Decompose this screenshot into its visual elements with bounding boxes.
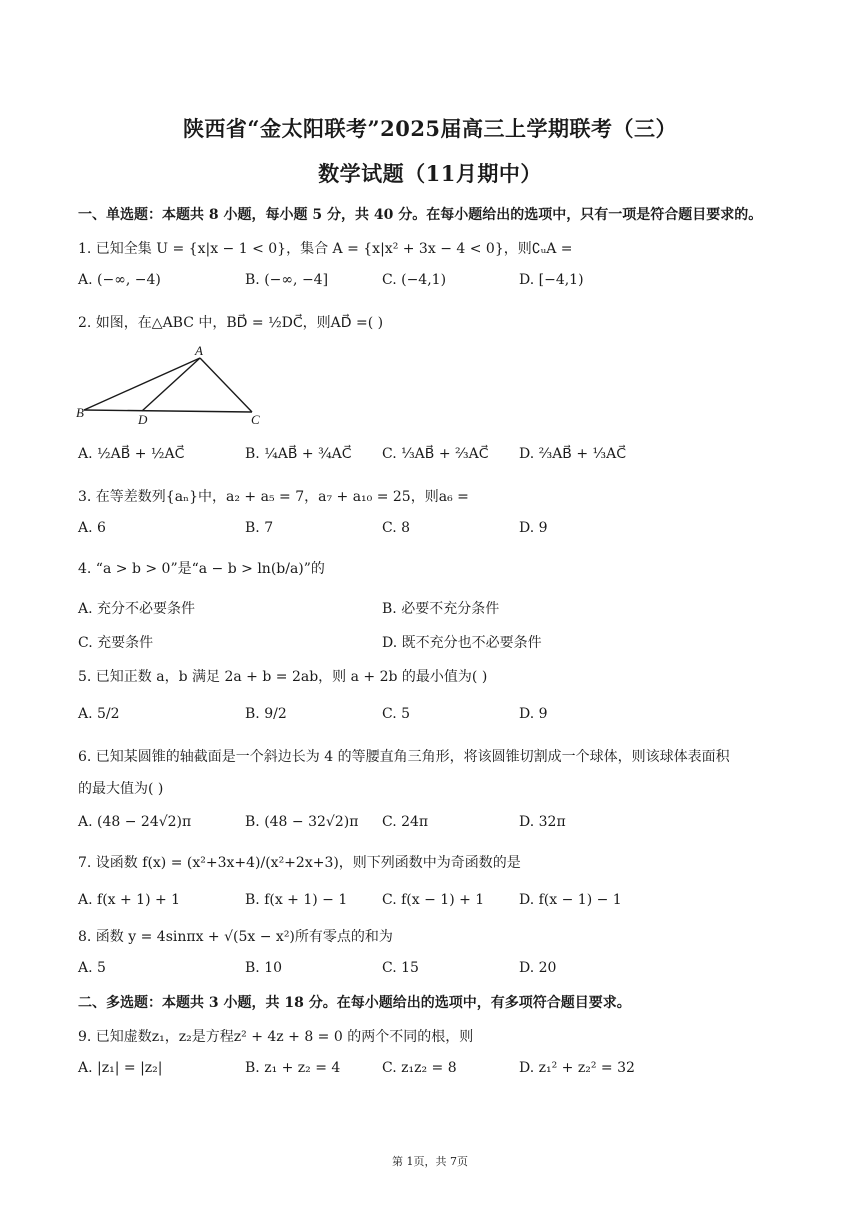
q3-option-d: D. 9 xyxy=(519,520,548,536)
question-9-stem: 9. 已知虚数z₁，z₂是方程z² + 4z + 8 = 0 的两个不同的根，则 xyxy=(78,1029,474,1045)
q9-option-b: B. z₁ + z₂ = 4 xyxy=(245,1060,341,1076)
exam-title: 陕西省“金太阳联考”2025届高三上学期联考（三） xyxy=(182,116,678,141)
q5-option-c: C. 5 xyxy=(382,706,411,722)
question-2-stem: 2. 如图，在△ABC 中，BD⃗ = ½DC⃗，则AD⃗ =( ) xyxy=(78,315,384,331)
q7-option-a: A. f(x + 1) + 1 xyxy=(78,892,181,908)
q4-option-a: A. 充分不必要条件 xyxy=(78,601,196,617)
q2-option-c: C. ⅓AB⃗ + ⅔AC⃗ xyxy=(382,446,489,462)
q7-option-d: D. f(x − 1) − 1 xyxy=(519,892,622,908)
q8-option-b: B. 10 xyxy=(245,960,283,976)
question-8-stem: 8. 函数 y = 4sinπx + √(5x − x²)所有零点的和为 xyxy=(78,929,393,945)
q4-option-b: B. 必要不充分条件 xyxy=(382,601,500,617)
q8-option-a: A. 5 xyxy=(78,960,106,976)
q1-option-c: C. (−4,1) xyxy=(382,272,447,288)
label-a: A xyxy=(195,343,203,358)
question-4-stem: 4. “a > b > 0”是“a − b > ln(b/a)”的 xyxy=(78,561,325,577)
q9-option-d: D. z₁² + z₂² = 32 xyxy=(519,1060,635,1076)
label-c: C xyxy=(251,412,260,427)
question-6-stem: 6. 已知某圆锥的轴截面是一个斜边长为 4 的等腰直角三角形，将该圆锥切割成一个球体，则该球体表面积 xyxy=(78,749,730,765)
exam-subtitle: 数学试题（11月期中） xyxy=(318,161,542,186)
section-multi-choice: 二、多选题：本题共 3 小题，共 18 分。在每小题给出的选项中，有多项符合题目要求。 xyxy=(78,995,631,1011)
question-7-stem: 7. 设函数 f(x) = (x²+3x+4)/(x²+2x+3)，则下列函数中为奇函数的是 xyxy=(78,855,521,871)
q7-option-c: C. f(x − 1) + 1 xyxy=(382,892,485,908)
question-3-stem: 3. 在等差数列{aₙ}中，a₂ + a₅ = 7，a₇ + a₁₀ = 25，则a₆ = xyxy=(78,489,469,505)
q6-option-d: D. 32π xyxy=(519,814,566,830)
q8-option-c: C. 15 xyxy=(382,960,419,976)
q5-option-b: B. 9/2 xyxy=(245,706,287,722)
label-b: B xyxy=(76,405,84,420)
q6-option-b: B. (48 − 32√2)π xyxy=(245,814,359,830)
side-bc xyxy=(84,410,252,412)
q9-option-a: A. |z₁| = |z₂| xyxy=(78,1060,163,1076)
q3-option-a: A. 6 xyxy=(78,520,106,536)
page-footer: 第 1页，共 7页 xyxy=(392,1155,468,1168)
question-6-stem-cont: 的最大值为( ) xyxy=(78,781,164,797)
q5-option-d: D. 9 xyxy=(519,706,548,722)
q3-option-b: B. 7 xyxy=(245,520,274,536)
q2-option-a: A. ½AB⃗ + ½AC⃗ xyxy=(78,446,185,462)
q6-option-c: C. 24π xyxy=(382,814,429,830)
q1-option-d: D. [−4,1) xyxy=(519,272,584,288)
q2-option-b: B. ¼AB⃗ + ¾AC⃗ xyxy=(245,446,352,462)
triangle-figure xyxy=(74,342,274,428)
q9-option-c: C. z₁z₂ = 8 xyxy=(382,1060,457,1076)
side-ab xyxy=(84,358,200,410)
q1-option-b: B. (−∞, −4] xyxy=(245,272,329,288)
q8-option-d: D. 20 xyxy=(519,960,557,976)
question-5-stem: 5. 已知正数 a，b 满足 2a + b = 2ab，则 a + 2b 的最小值为( ) xyxy=(78,669,488,685)
side-ac xyxy=(200,358,252,412)
q4-option-d: D. 既不充分也不必要条件 xyxy=(382,635,542,651)
q6-option-a: A. (48 − 24√2)π xyxy=(78,814,192,830)
q1-option-a: A. (−∞, −4) xyxy=(78,272,161,288)
label-d: D xyxy=(138,412,148,427)
segment-ad xyxy=(142,358,200,411)
question-1-stem: 1. 已知全集 U = {x|x − 1 < 0}，集合 A = {x|x² + 3x − 4 < 0}，则∁ᵤA = xyxy=(78,241,573,257)
q3-option-c: C. 8 xyxy=(382,520,411,536)
q4-option-c: C. 充要条件 xyxy=(78,635,154,651)
q5-option-a: A. 5/2 xyxy=(78,706,120,722)
q7-option-b: B. f(x + 1) − 1 xyxy=(245,892,348,908)
section-single-choice: 一、单选题：本题共 8 小题，每小题 5 分，共 40 分。在每小题给出的选项中，只有一项是符合题目要求的。 xyxy=(78,207,763,223)
q2-option-d: D. ⅔AB⃗ + ⅓AC⃗ xyxy=(519,446,626,462)
